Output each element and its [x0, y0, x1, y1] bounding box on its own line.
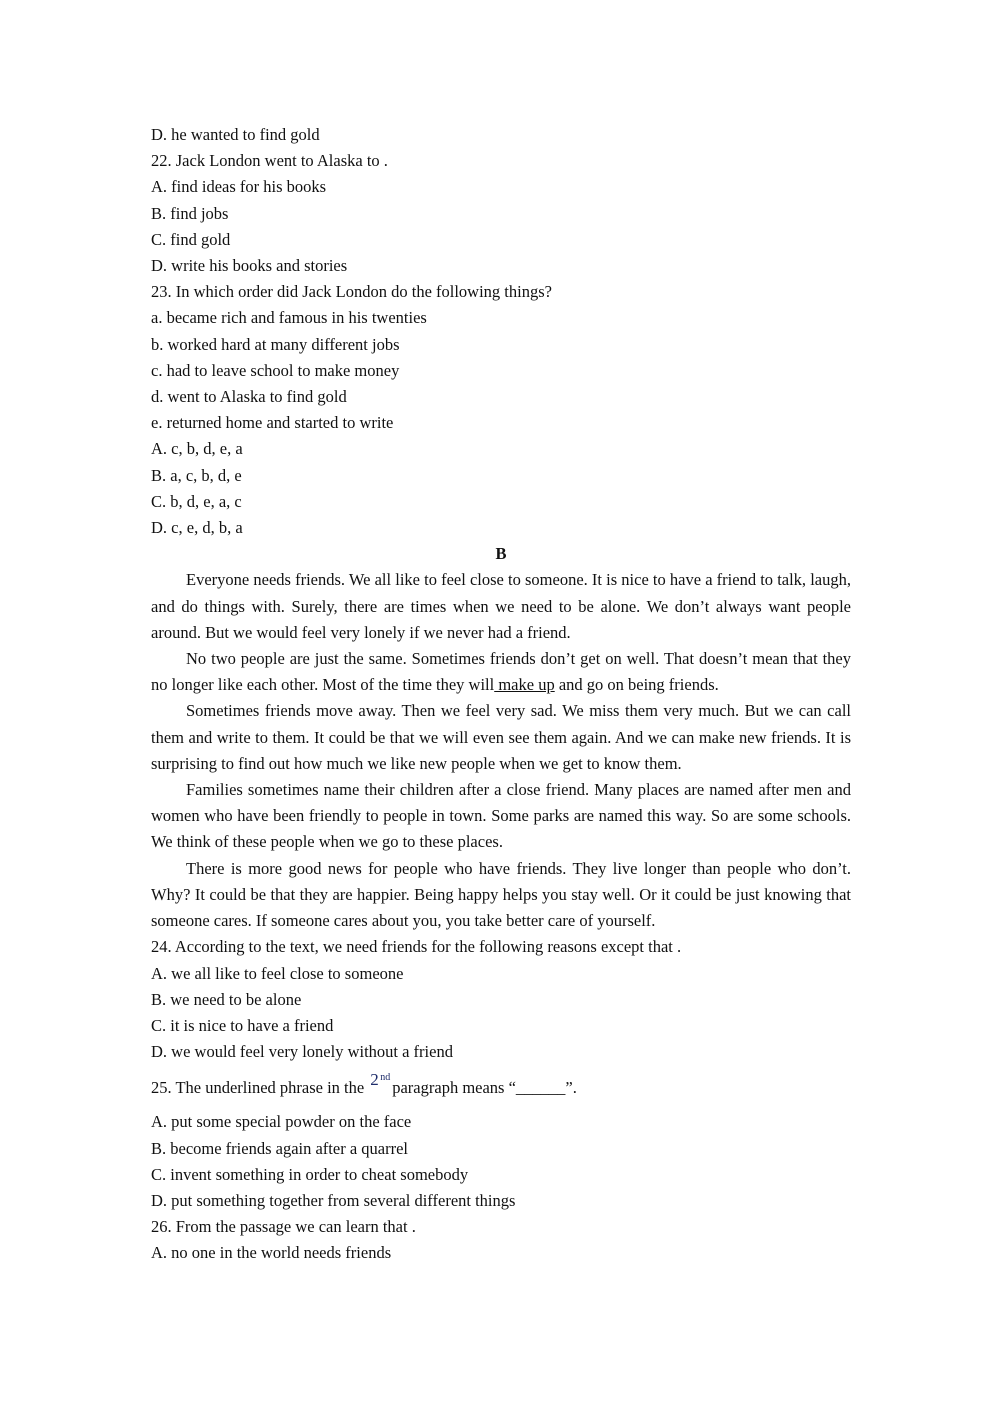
q24-option-a: A. we all like to feel close to someone: [151, 963, 404, 983]
q24-option-d: D. we would feel very lonely without a friend: [151, 1042, 453, 1062]
q25-stem: [151, 1070, 851, 1103]
passage-paragraph-2: [151, 646, 851, 698]
q24-option-b: B. we need to be alone: [151, 989, 302, 1009]
q22-option-d: D. write his books and stories: [151, 256, 348, 276]
passage-paragraph-4: Families sometimes name their children after a close friend. Many places are named after men and women who have been friendly to people in town. Some parks are named this way. So are some schools. We think of these people when we go to these places.: [151, 780, 851, 852]
ordinal-suffix: nd: [380, 1072, 391, 1084]
q23-event-e: e. returned home and started to write: [151, 413, 394, 433]
q21-option-d: D. he wanted to find gold: [151, 125, 320, 144]
q22-option-b: B. find jobs: [151, 203, 229, 223]
q23-event-d: d. went to Alaska to find gold: [151, 387, 347, 407]
exam-page: [151, 122, 851, 1267]
ordinal-2nd: [364, 1070, 392, 1093]
q23-option-d: D. c, e, d, b, a: [151, 518, 243, 538]
q22-option-a: A. find ideas for his books: [151, 177, 327, 197]
paragraph-2-text-after: and go on being friends.: [554, 675, 719, 695]
q25-stem-before: 25. The underlined phrase in the: [151, 1078, 365, 1098]
passage-paragraph-5: There is more good news for people who have friends. They live longer than people who don’t. Why? It could be that they are happier. Being happy helps you stay well. Or it could be just knowing that someone cares. If someone cares about you, you take better care of yourself.: [151, 858, 851, 931]
q24-option-c: C. it is nice to have a friend: [151, 1015, 334, 1035]
q23-event-a: a. became rich and famous in his twenties: [151, 308, 427, 328]
underlined-phrase: make up: [494, 675, 555, 695]
q25-option-d: D. put something together from several different things: [151, 1190, 516, 1210]
q23-option-c: C. b, d, e, a, c: [151, 491, 242, 511]
q23-option-a: A. c, b, d, e, a: [151, 439, 243, 459]
q23-event-b: b. worked hard at many different jobs: [151, 334, 400, 354]
q22-option-c: C. find gold: [151, 229, 231, 249]
q26-stem: 26. From the passage we can learn that .: [151, 1217, 416, 1237]
q23-event-c: c. had to leave school to make money: [151, 360, 400, 380]
ordinal-number: 2: [370, 1070, 379, 1090]
q24-stem: 24. According to the text, we need friends for the following reasons except that .: [151, 937, 682, 957]
q25-stem-after: paragraph means “______”.: [392, 1078, 577, 1098]
q26-option-a: A. no one in the world needs friends: [151, 1243, 392, 1263]
q23-stem: 23. In which order did Jack London do the following things?: [151, 282, 552, 302]
paragraph-2-text-before: No two people are just the same. Sometimes friends don’t get on well. That doesn’t mean that they no longer like each other. Most of the time they will: [151, 649, 851, 695]
q23-option-b: B. a, c, b, d, e: [151, 465, 242, 485]
section-b-heading: B: [495, 544, 507, 564]
passage-paragraph-1: Everyone needs friends. We all like to feel close to someone. It is nice to have a friend to talk, laugh, and do things with. Surely, there are times when we need to be alone. We don’t always want people around. But we would feel very lonely if we never had a friend.: [151, 570, 851, 642]
q22-stem: 22. Jack London went to Alaska to .: [151, 151, 388, 171]
q25-option-a: A. put some special powder on the face: [151, 1112, 412, 1132]
passage-paragraph-3: Sometimes friends move away. Then we feel very sad. We miss them very much. But we can call them and write to them. It could be that we will even see them again. And we can make new friends. It is surprising to find out how much we like new people when we get to know them.: [151, 701, 851, 773]
q25-option-c: C. invent something in order to cheat somebody: [151, 1164, 469, 1184]
q25-option-b: B. become friends again after a quarrel: [151, 1138, 408, 1158]
